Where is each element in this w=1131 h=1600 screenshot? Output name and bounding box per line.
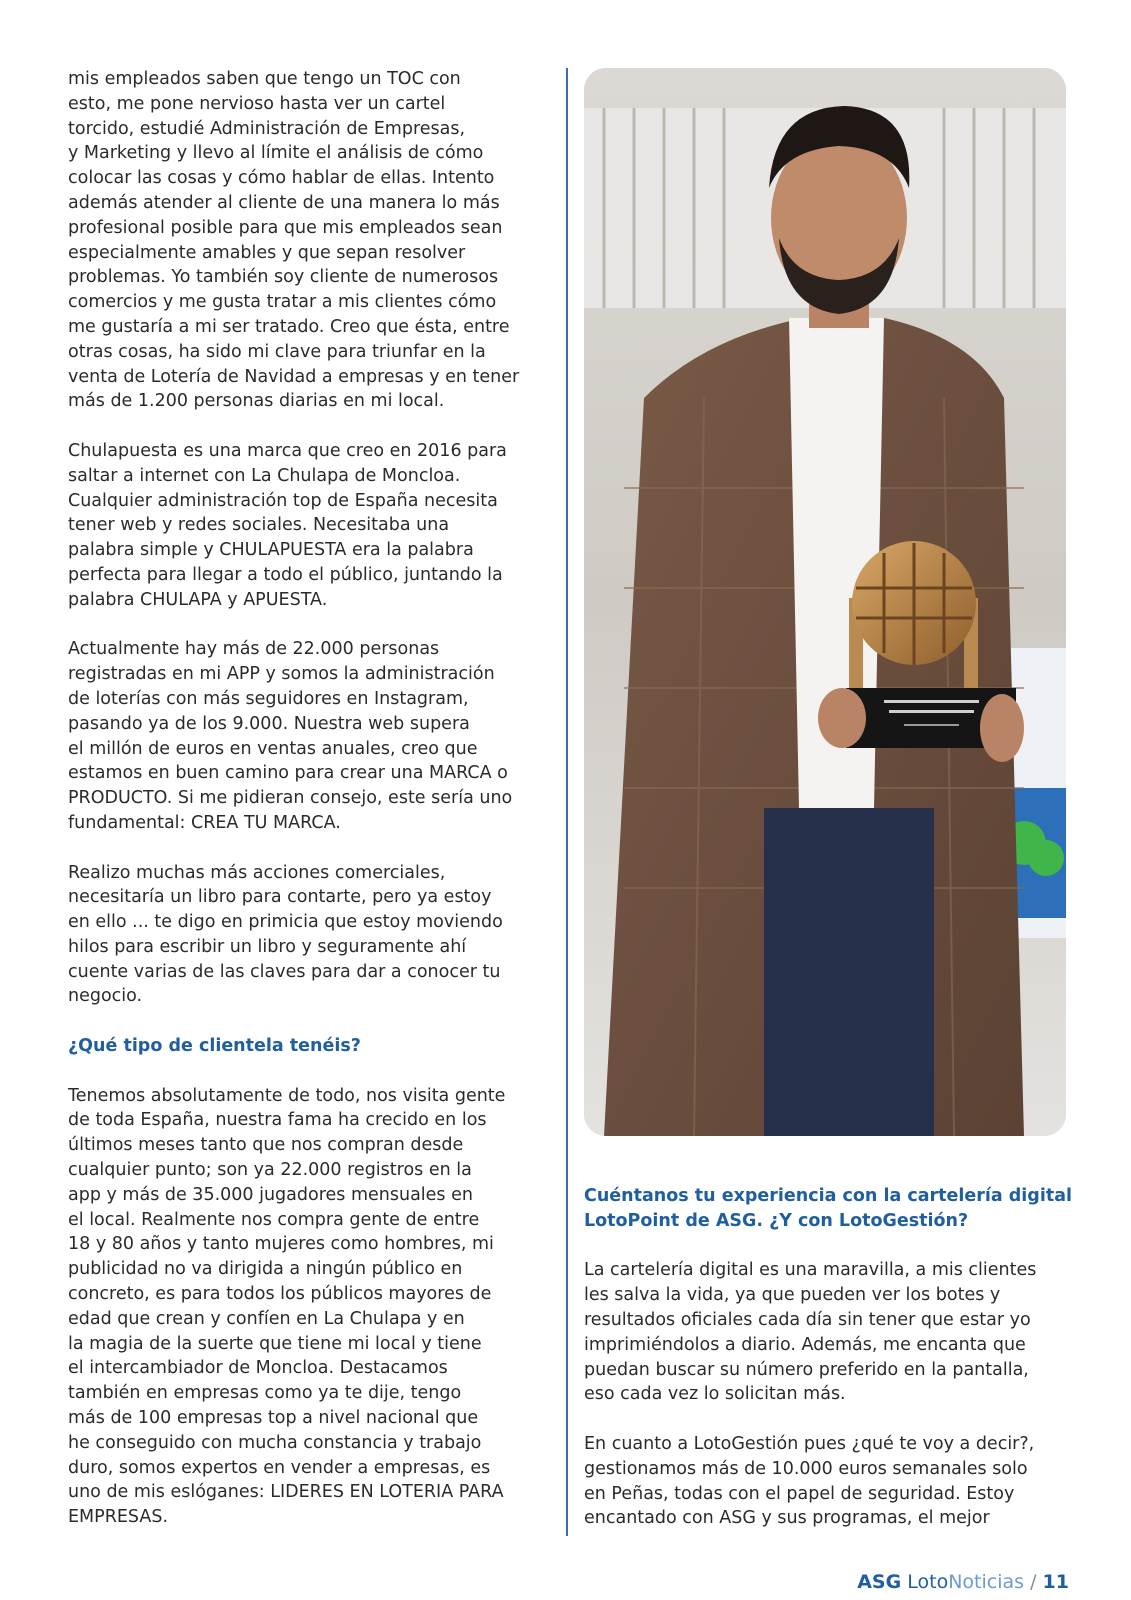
- answer-clientela: Tenemos absolutamente de todo, nos visita gente de toda España, nuestra fama ha crecido en los últimos meses tanto que nos compran desde cualquier punto; son ya 22.000 registros en la app y más de 35.000 jugadores mensuales en el local. Realmente nos compra gente de entre 18 y 80 años y tanto mujeres como hombres, mi publicidad no va dirigida a ningún público en concreto, es para todos los públicos mayores de edad que crean y confíen en La Chulapa y en la magia de la suerte que tiene mi local y tiene el intercambiador de Moncloa. Destacamos también en empresas como ya te dije, tengo más de 100 empresas top a nivel nacional que he conseguido con mucha constancia y trabajo duro, somos expertos en vender a empresas, es uno de mis eslóganes: LIDERES EN LOTERIA PARA EMPRESAS.: [68, 1085, 506, 1528]
- left-column: [68, 67, 558, 1555]
- portrait-photo: [584, 68, 1066, 1136]
- footer-brand: ASG: [857, 1571, 902, 1593]
- paragraph-app-users: Actualmente hay más de 22.000 personas registradas en mi APP y somos la administración de loterías con más seguidores en Instagram, pasando ya de los 9.000. Nuestra web supera el millón de euros en ventas anuales, creo que estamos en buen camino para crear una MARCA o PRODUCTO. Si me pidieran consejo, este sería uno fundamental: CREA TU MARCA.: [68, 639, 513, 833]
- paragraph-lotogestion: En cuanto a LotoGestión pues ¿qué te voy a decir?, gestionamos más de 10.000 euros semanales solo en Peñas, todas con el papel de seguridad. Estoy encantado con ASG y sus programas, el mejor: [584, 1433, 1035, 1529]
- footer-noticias: Noticias: [948, 1571, 1025, 1593]
- paragraph-chulapuesta: Chulapuesta es una marca que creo en 2016 para saltar a internet con La Chulapa de Moncloa. Cualquier administración top de España necesita tener web y redes sociales. Necesitaba una palabra simple y CHULAPUESTA era la palabra perfecta para llegar a todo el público, juntando la palabra CHULAPA y APUESTA.: [68, 440, 507, 610]
- column-divider: [566, 68, 568, 1536]
- footer-separator: /: [1030, 1571, 1037, 1593]
- footer-loto: Loto: [907, 1571, 949, 1593]
- paragraph-commercial-actions: Realizo muchas más acciones comerciales, necesitaría un libro para contarte, pero ya estoy en ello ... te digo en primicia que estoy moviendo hilos para escribir un libro y seguramente ahí cuente varias de las claves para dar a conocer tu negocio.: [68, 862, 503, 1007]
- question-carteleria: Cuéntanos tu experiencia con la cartelería digital LotoPoint de ASG. ¿Y con LotoGestión?: [584, 1186, 1073, 1231]
- page-footer: [857, 1571, 1069, 1593]
- question-clientela: ¿Qué tipo de clientela tenéis?: [68, 1036, 361, 1057]
- right-column: [584, 1184, 1074, 1556]
- page-number: 11: [1042, 1571, 1069, 1593]
- paragraph-toc: mis empleados saben que tengo un TOC con esto, me pone nervioso hasta ver un cartel torcido, estudié Administración de Empresas, y Marketing y llevo al límite el análisis de cómo colocar las cosas y cómo hablar de ellas. Intento además atender al cliente de una manera lo más profesional posible para que mis empleados sean especialmente amables y que sepan resolver problemas. Yo también soy cliente de numerosos comercios y me gusta tratar a mis clientes cómo me gustaría a mi ser tratado. Creo que ésta, entre otras cosas, ha sido mi clave para triunfar en la venta de Lotería de Navidad a empresas y en tener más de 1.200 personas diarias en mi local.: [68, 69, 520, 412]
- paragraph-carteleria: La cartelería digital es una maravilla, a mis clientes les salva la vida, ya que pueden ver los botes y resultados oficiales cada día sin tener que estar yo imprimiéndolos a diario. Además, me encanta que puedan buscar su número preferido en la pantalla, eso cada vez lo solicitan más.: [584, 1260, 1037, 1405]
